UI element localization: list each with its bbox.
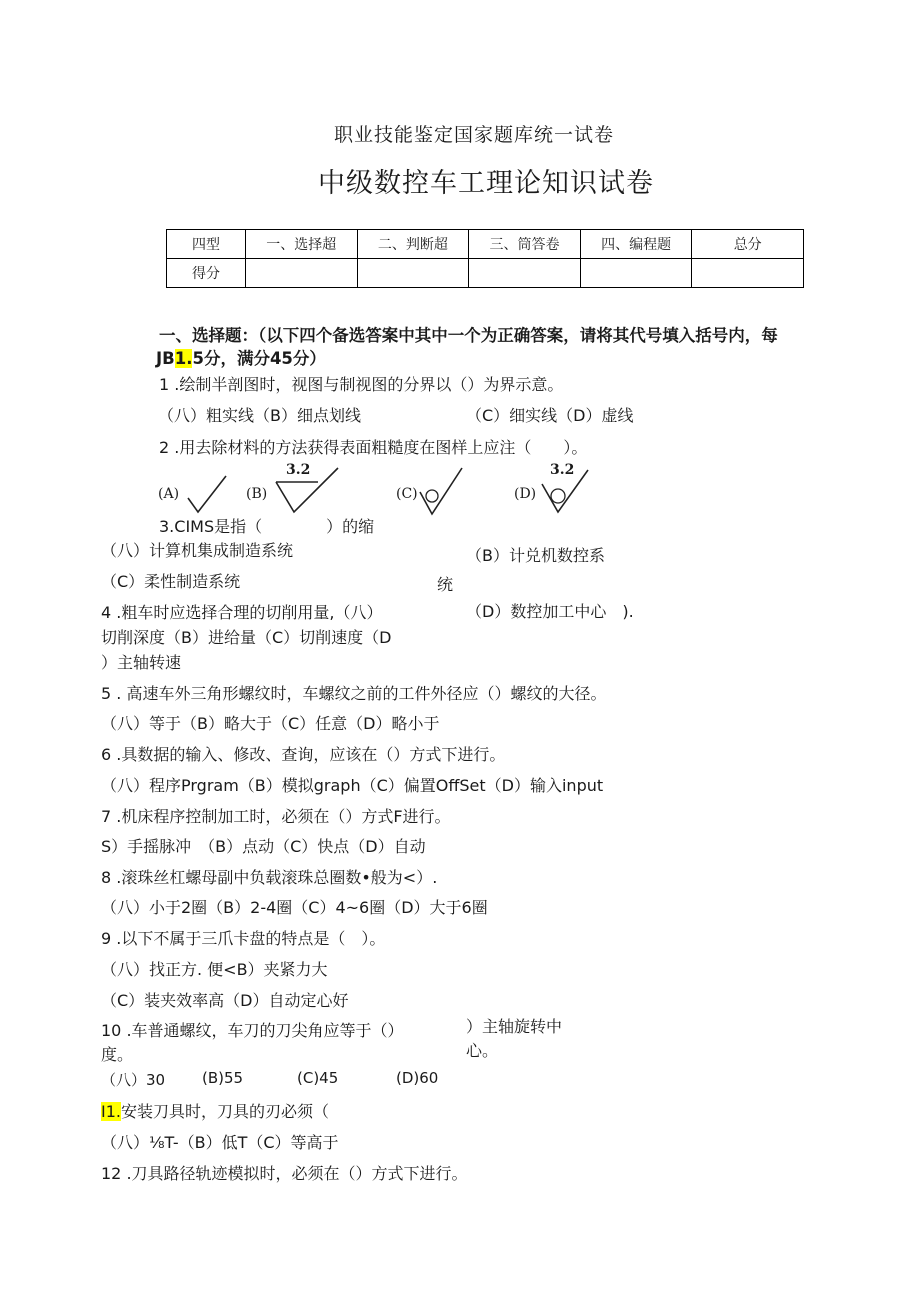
score-table <box>166 229 804 288</box>
q11-options: （八）⅛T-（B）低T（C）等高于 <box>101 1133 339 1152</box>
q3-option-a: （八）计算机集成制造系统 <box>101 541 294 560</box>
roughness-symbol-d-icon <box>514 462 604 520</box>
question-1: 1 .绘制半剖图时，视图与制视图的分界以（）为界示意。 <box>159 375 564 394</box>
roughness-label-d: (D) <box>514 486 537 502</box>
section1-heading-highlight: 1. <box>174 349 193 368</box>
roughness-figure-c <box>396 462 476 520</box>
score-input-cell[interactable] <box>246 259 358 288</box>
roughness-symbol-a-icon <box>158 462 238 520</box>
q10-right-line2: 心。 <box>466 1041 499 1060</box>
q3-option-d: （D）数控加工中心 ). <box>466 602 634 621</box>
q10-option-b: (B)55 <box>202 1069 244 1087</box>
question-10-line1: 10 .车普通螺纹，车刀的刀尖角应等于（） <box>101 1021 404 1040</box>
roughness-figure-d <box>514 462 604 520</box>
question-11 <box>101 1099 329 1122</box>
roughness-value-d: 3.2 <box>550 462 575 478</box>
q1-options-ab: （八）粗实线（B）细点划线 <box>158 406 361 425</box>
score-header-cell: 四、编程题 <box>580 230 692 259</box>
section1-heading-rest: 5分，满分45分） <box>192 349 326 368</box>
section1-heading-line1: 一、选择题：（以下四个备选答案中其中一个为正确答案，请将其代号填入括号内，每 <box>159 326 778 345</box>
score-table-score-row <box>167 259 804 288</box>
q3-option-c: （C）柔性制造系统 <box>101 572 241 591</box>
roughness-label-a: (A) <box>158 486 180 502</box>
question-10-line2: 度。 <box>101 1045 134 1064</box>
q1-options-cd: （C）细实线（D）虚线 <box>466 406 634 425</box>
question-4-line3: ）主轴转速 <box>101 653 182 672</box>
score-input-cell[interactable] <box>692 259 804 288</box>
roughness-value-b: 3.2 <box>286 462 311 478</box>
q9-options-ab: （八）找正方. 便<B）夹紧力大 <box>101 960 328 979</box>
question-9: 9 .以下不属于三爪卡盘的特点是（ ）。 <box>101 929 386 948</box>
q6-options: （八）程序Prgram（B）模拟graph（C）偏置OffSet（D）输入input <box>101 776 604 795</box>
roughness-figure-a <box>158 462 238 520</box>
q10-option-a: （八）30 <box>101 1071 166 1089</box>
exam-title: 中级数控车工理论知识试卷 <box>318 168 654 199</box>
question-5: 5 . 高速车外三角形螺纹时，车螺纹之前的工件外径应（）螺纹的大径。 <box>101 684 607 703</box>
q5-options: （八）等于（B）略大于（C）任意（D）略小于 <box>101 714 440 733</box>
q10-right-line1: ）主轴旋转中 <box>466 1017 563 1036</box>
question-12: 12 .刀具路径轨迹模拟时，必须在（）方式下进行。 <box>101 1164 468 1183</box>
q3-option-b: （B）计兑机数控系 <box>466 546 605 565</box>
q3-option-b-continued: 统 <box>437 575 454 594</box>
question-8: 8 .滚珠丝杠螺母副中负载滚珠总圈数•般为<）. <box>101 868 438 887</box>
roughness-label-c: (C) <box>396 486 418 502</box>
section1-heading-prefix: JB <box>156 349 175 368</box>
q8-options: （八）小于2圈（B）2-4圈（C）4~6圈（D）大于6圈 <box>101 898 488 917</box>
question-7: 7 .机床程序控制加工时，必须在（）方式F进行。 <box>101 807 451 826</box>
q11-number-highlight: I1. <box>101 1102 121 1121</box>
question-3: 3.CIMS是指（ ）的缩 <box>159 517 375 536</box>
roughness-label-b: (B) <box>246 486 268 502</box>
roughness-symbol-b-icon <box>246 462 346 520</box>
score-input-cell[interactable] <box>357 259 469 288</box>
score-row-label: 得分 <box>167 259 246 288</box>
question-4-line2: 切削深度（B）进给量（C）切削速度（D <box>101 628 392 647</box>
q9-options-cd: （C）装夹效率高（D）自动定心好 <box>101 991 349 1010</box>
score-header-cell: 一、选择超 <box>246 230 358 259</box>
q7-options: S）手摇脉冲 （B）点动（C）快点（D）自动 <box>101 837 426 856</box>
q10-option-c: (C)45 <box>297 1069 339 1087</box>
score-header-cell: 二、判断超 <box>357 230 469 259</box>
question-2: 2 .用去除材料的方法获得表面粗糙度在图样上应注（ ）。 <box>159 438 588 457</box>
score-table-header-row <box>167 230 804 259</box>
score-header-cell: 总分 <box>692 230 804 259</box>
score-input-cell[interactable] <box>469 259 581 288</box>
score-header-cell: 四型 <box>167 230 246 259</box>
q11-text: 安装刀具时，刀具的刃必须（ <box>120 1102 329 1121</box>
roughness-figure-b <box>246 462 346 520</box>
score-input-cell[interactable] <box>580 259 692 288</box>
exam-subtitle: 职业技能鉴定国家题库统一试卷 <box>334 124 615 146</box>
section1-heading-line2 <box>156 345 326 369</box>
roughness-symbol-c-icon <box>396 462 476 520</box>
question-4-line1: 4 .粗车时应选择合理的切削用量,（八） <box>101 603 383 622</box>
q10-option-d: (D)60 <box>396 1069 439 1087</box>
question-6: 6 .具数据的输入、修改、查询，应该在（）方式下进行。 <box>101 745 506 764</box>
score-header-cell: 三、筒答卷 <box>469 230 581 259</box>
